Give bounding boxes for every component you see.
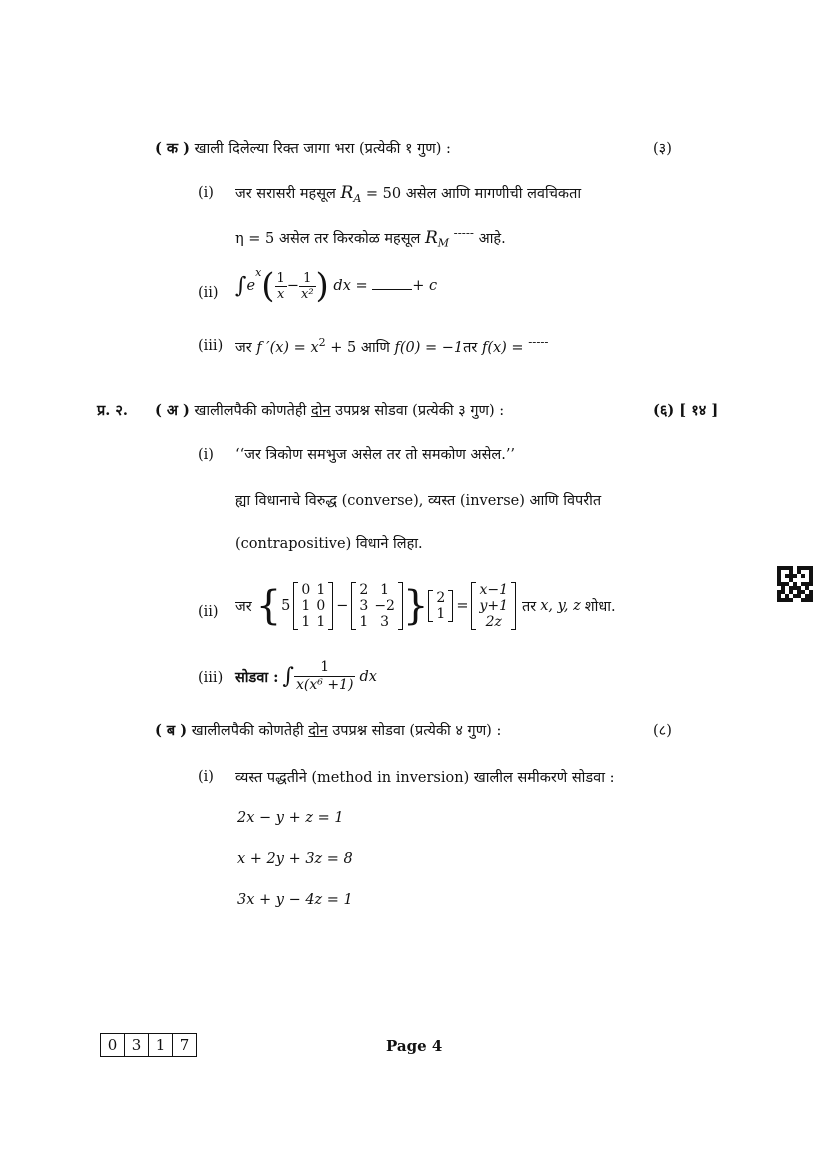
k-q3-plus5: + 5 [330,339,357,356]
k-q2-frac2-den: x² [300,286,314,302]
part-a-heading-post: उपप्रश्न सोडवा (प्रत्येकी ३ गुण) : [335,403,505,419]
matrix-cell: 1 [436,606,446,622]
matrix-cell: 1 [380,582,390,598]
a1-line3: (contrapositive) विधाने लिहा. [235,536,423,552]
k-q2-sup-x: x [255,266,262,279]
a2-tail-tar: तर [522,599,537,615]
a1-quote: ‘‘जर त्रिकोण समभुज असेल तर तो समकोण असेल.’’ [235,447,516,463]
k-q3-jar: जर [235,339,252,356]
k-q2-num: (ii) [198,285,219,301]
k-q2-frac1-den: x [277,286,285,302]
b1-num: (i) [198,769,214,785]
k-q1-var-ra: R [340,183,354,203]
matrix-cell: x−1 [479,582,509,598]
a2-rbrace: } [402,583,429,629]
k-q1-line1 [235,183,581,205]
matrix-row [298,582,328,598]
part-a-marks: (६) [ १४ ] [653,402,719,419]
matrix-row [476,598,511,614]
a3-sodva: सोडवा : [235,668,279,686]
k-q1-num: (i) [198,185,214,201]
question-2-number: प्र. २. [97,402,128,419]
paper-code-digit: 1 [149,1034,173,1056]
k-q2-plus-c: + c [412,278,438,294]
a2-lbrace: { [255,583,282,629]
matrix-row [356,598,398,614]
matrix-row [476,614,511,630]
a2-matrix-2 [351,582,403,630]
section-k-heading-text: खाली दिलेल्या रिक्त जागा भरा (प्रत्येकी १ गुण) : [194,141,451,157]
a2-equals: = [456,598,469,614]
k-q1-blank: ----- [453,226,474,240]
a3-frac [294,659,355,694]
k-q3-f0: f(0) = −1 [394,339,464,356]
paper-code-digit: 7 [179,1036,190,1054]
matrix-cell: 3 [359,598,369,614]
matrix-cell: 0 [316,598,326,614]
a2-minus: − [336,598,349,614]
matrix-cell: y+1 [479,598,509,614]
k-q3-tar: तर [463,339,478,356]
k-q1-end: आहे. [478,230,506,247]
qr-code-icon [777,566,813,602]
k-q2-frac2-num: 1 [299,271,316,287]
k-q3-sup2: 2 [318,336,326,349]
a2-matrix-1 [293,582,333,630]
page-number: Page 4 [386,1037,443,1055]
paper-code-digit: 0 [101,1034,125,1056]
part-a-heading [155,400,504,420]
a1-num: (i) [198,447,214,463]
a2-num: (ii) [198,604,219,620]
k-q3-fprime: f ′(x) = x [256,339,319,356]
matrix-row [433,590,448,606]
matrix-row [356,582,398,598]
matrix-row [476,582,511,598]
a2-tail-end: शोधा. [584,599,616,615]
section-k-marks: (३) [653,141,672,157]
a2-rhs-vector [471,582,516,630]
k-q1-eta-text: η = 5 असेल तर किरकोळ महसूल [235,230,421,247]
k-q3-num: (iii) [198,338,224,354]
b1-equation-3: 3x + y − 4z = 1 [237,892,353,908]
a2-five: 5 [281,598,291,614]
matrix-row [356,614,398,630]
k-q2-integral: ∫ [235,273,247,299]
section-k-heading [155,138,451,158]
matrix-cell: 2 [359,582,369,598]
part-b-heading-underlined: दोन [308,723,328,739]
part-a-heading-pre: खालीलपैकी कोणतेही [194,403,307,419]
matrix-cell: 2 [436,590,446,606]
k-q2-frac1-num: 1 [276,270,285,286]
k-q2-lparen: ( [261,266,275,306]
b1-equation-2: x + 2y + 3z = 8 [237,851,353,867]
k-q2-answer-blank [372,289,412,290]
k-q1-line2 [235,226,506,250]
k-q2-expression [235,266,438,306]
matrix-cell: −2 [374,598,395,614]
k-q2-dx: dx = [333,278,368,294]
k-q1-sub-m: M [437,236,450,250]
k-q3-fx: f(x) = [481,339,524,356]
k-q1-var-rm: R [424,227,438,248]
k-q2-e: e [246,278,256,294]
a3-frac-den: x(x⁶ +1) [296,677,354,693]
paper-code-digit: 3 [125,1034,149,1056]
matrix-row [298,598,328,614]
paper-code-boxes [100,1033,197,1057]
k-q3-expression [235,335,548,357]
k-q2-rparen: ) [315,266,329,306]
part-b-heading [155,720,501,740]
matrix-row [298,614,328,630]
b1-text: व्यस्त पद्धतीने (method in inversion) खालील समीकरणे सोडवा : [235,770,615,786]
k-q1-sub-a: A [353,191,362,205]
k-q2-frac2 [299,271,316,302]
qr-module [809,598,813,602]
a2-tail-vars: x, y, z [540,598,581,614]
part-b-marks: (८) [653,723,672,739]
a2-vector [428,590,453,622]
k-q1-text-b: = 50 असेल आणि मागणीची लवचिकता [365,186,582,202]
a3-num: (iii) [198,670,224,686]
matrix-cell: 0 [301,582,311,598]
a3-expression [235,659,377,694]
matrix-cell: 1 [301,598,311,614]
a3-integral: ∫ [282,664,295,689]
k-q2-minus: − [286,278,299,294]
a3-frac-num: 1 [294,659,355,677]
part-b-heading-post: उपप्रश्न सोडवा (प्रत्येकी ४ गुण) : [332,723,502,739]
a3-dx: dx [359,668,377,685]
a2-expression [235,576,616,636]
a2-jar: जर [235,599,252,615]
k-q3-blank: ----- [528,335,549,349]
part-a-label: ( अ ) [155,402,190,419]
k-q3-ani: आणि [360,339,390,356]
part-b-heading-pre: खालीलपैकी कोणतेही [191,723,304,739]
matrix-cell: 1 [301,614,311,630]
b1-equation-1: 2x − y + z = 1 [237,810,344,826]
matrix-cell: 1 [359,614,369,630]
part-b-label: ( ब ) [155,722,188,739]
k-q2-frac1 [275,271,287,302]
section-k-label: ( क ) [155,140,190,157]
matrix-cell: 2z [485,614,502,630]
part-a-heading-underlined: दोन [311,403,331,419]
matrix-row [433,606,448,622]
matrix-cell: 1 [316,614,326,630]
matrix-cell: 3 [380,614,390,630]
a1-line2: ह्या विधानाचे विरुद्ध (converse), व्यस्त (inverse) आणि विपरीत [235,493,602,509]
matrix-cell: 1 [316,582,326,598]
k-q1-text-a: जर सरासरी महसूल [235,186,336,202]
